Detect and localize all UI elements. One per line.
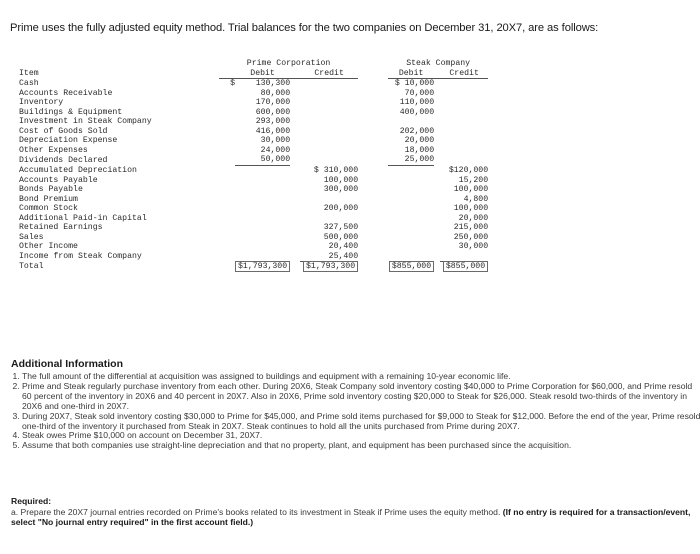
steak-credit-total: $855,000 [443,261,488,272]
steak-debit-header: Debit [388,69,434,79]
prime-header: Prime Corporation [246,59,331,68]
table-row: Inventory 170,000 110,000 [19,98,435,108]
info-item: 2. Prime and Steak regularly purchase inventory from each other. During 20X6, Steak Company sold inventory costing $40,000 to Prime Corporation for $60,000, and Prime resold 60 percent of the inventory in 20X6 and 40 percent in 20X7. Also in 20X6, Prime sold inventory costing $20,000 to Steak for $26,000. Steak resold two-thirds of the inventory in 20X6 and one-third in 20X7. [22,382,700,412]
table-row: Other Income 20,400 30,000 [19,242,489,252]
steak-debit-total: $855,000 [389,261,434,272]
prime-debit-total: $1,793,300 [235,261,290,272]
required-note: (If no entry is required for a transaction/event, select "No journal entry required" in the first account field.) [11,507,691,527]
table-row: Retained Earnings 327,500 215,000 [19,223,489,233]
required-part-a: a. Prepare the 20X7 journal entries recorded on Prime's books related to its investment in Steak if Prime uses the equity method. [11,507,501,517]
table-row: Other Expenses 24,000 18,000 [19,145,435,155]
table-row: Accounts Receivable 80,000 70,000 [19,88,435,98]
info-item: 1. The full amount of the differential at acquisition was assigned to buildings and equipment with a remaining 10-year economic life. [22,372,700,382]
prime-credit-total: $1,793,300 [303,261,358,272]
additional-info-heading: Additional Information [11,358,123,370]
table-row: Dividends Declared 50,000 25,000 [19,155,435,165]
intro-text: Prime uses the fully adjusted equity method. Trial balances for the two companies on December 31, 20X7, are as follows: [10,22,599,34]
trial-balance-body [19,79,488,272]
total-label: Total [19,262,44,272]
table-row: Cost of Goods Sold 416,000 202,000 [19,126,435,136]
prime-debit-header: Debit [235,69,290,79]
item-header: Item [19,69,39,79]
table-row: Depreciation Expense 30,000 20,000 [19,136,435,146]
info-item: 3. During 20X7, Steak sold inventory costing $30,000 to Prime for $45,000, and Prime sold items purchased for $9,000 to Steak for $12,000. Before the end of the year, Prime resold one-third of the inventory it purchased from Steak in 20X7. Steak continues to hold all the units purchased from Prime during 20X7. [22,412,700,432]
additional-info-list [10,372,700,451]
steak-header: Steak Company [406,59,471,68]
table-row: Bond Premium 4,800 [19,194,489,204]
table-row: Common Stock 200,000 100,000 [19,204,489,214]
table-row: Sales 500,000 250,000 [19,232,489,242]
info-item: 4. Steak owes Prime $10,000 on account on December 31, 20X7. [22,431,700,441]
steak-credit-header: Credit [440,69,488,79]
table-row: Accumulated Depreciation $ 310,000 $120,000 [19,166,489,176]
table-row: Cash $ 130,300 $ 10,000 [19,79,435,89]
table-row: Accounts Payable 100,000 15,200 [19,175,489,185]
table-row: Additional Paid-in Capital 20,000 [19,213,489,223]
total-row [19,262,488,272]
info-item: 5. Assume that both companies use straight-line depreciation and that no property, plant, and equipment has been purchased since the acquisition. [22,441,700,451]
trial-balance-table [19,59,488,272]
table-row: Bonds Payable 300,000 100,000 [19,185,489,195]
prime-credit-header: Credit [300,69,358,79]
table-row: Investment in Steak Company 293,000 [19,117,291,127]
table-row: Income from Steak Company 25,400 [19,252,488,262]
required-heading: Required: [11,496,52,506]
required-instructions [11,507,696,527]
table-row: Buildings & Equipment 600,000 400,000 [19,107,435,117]
